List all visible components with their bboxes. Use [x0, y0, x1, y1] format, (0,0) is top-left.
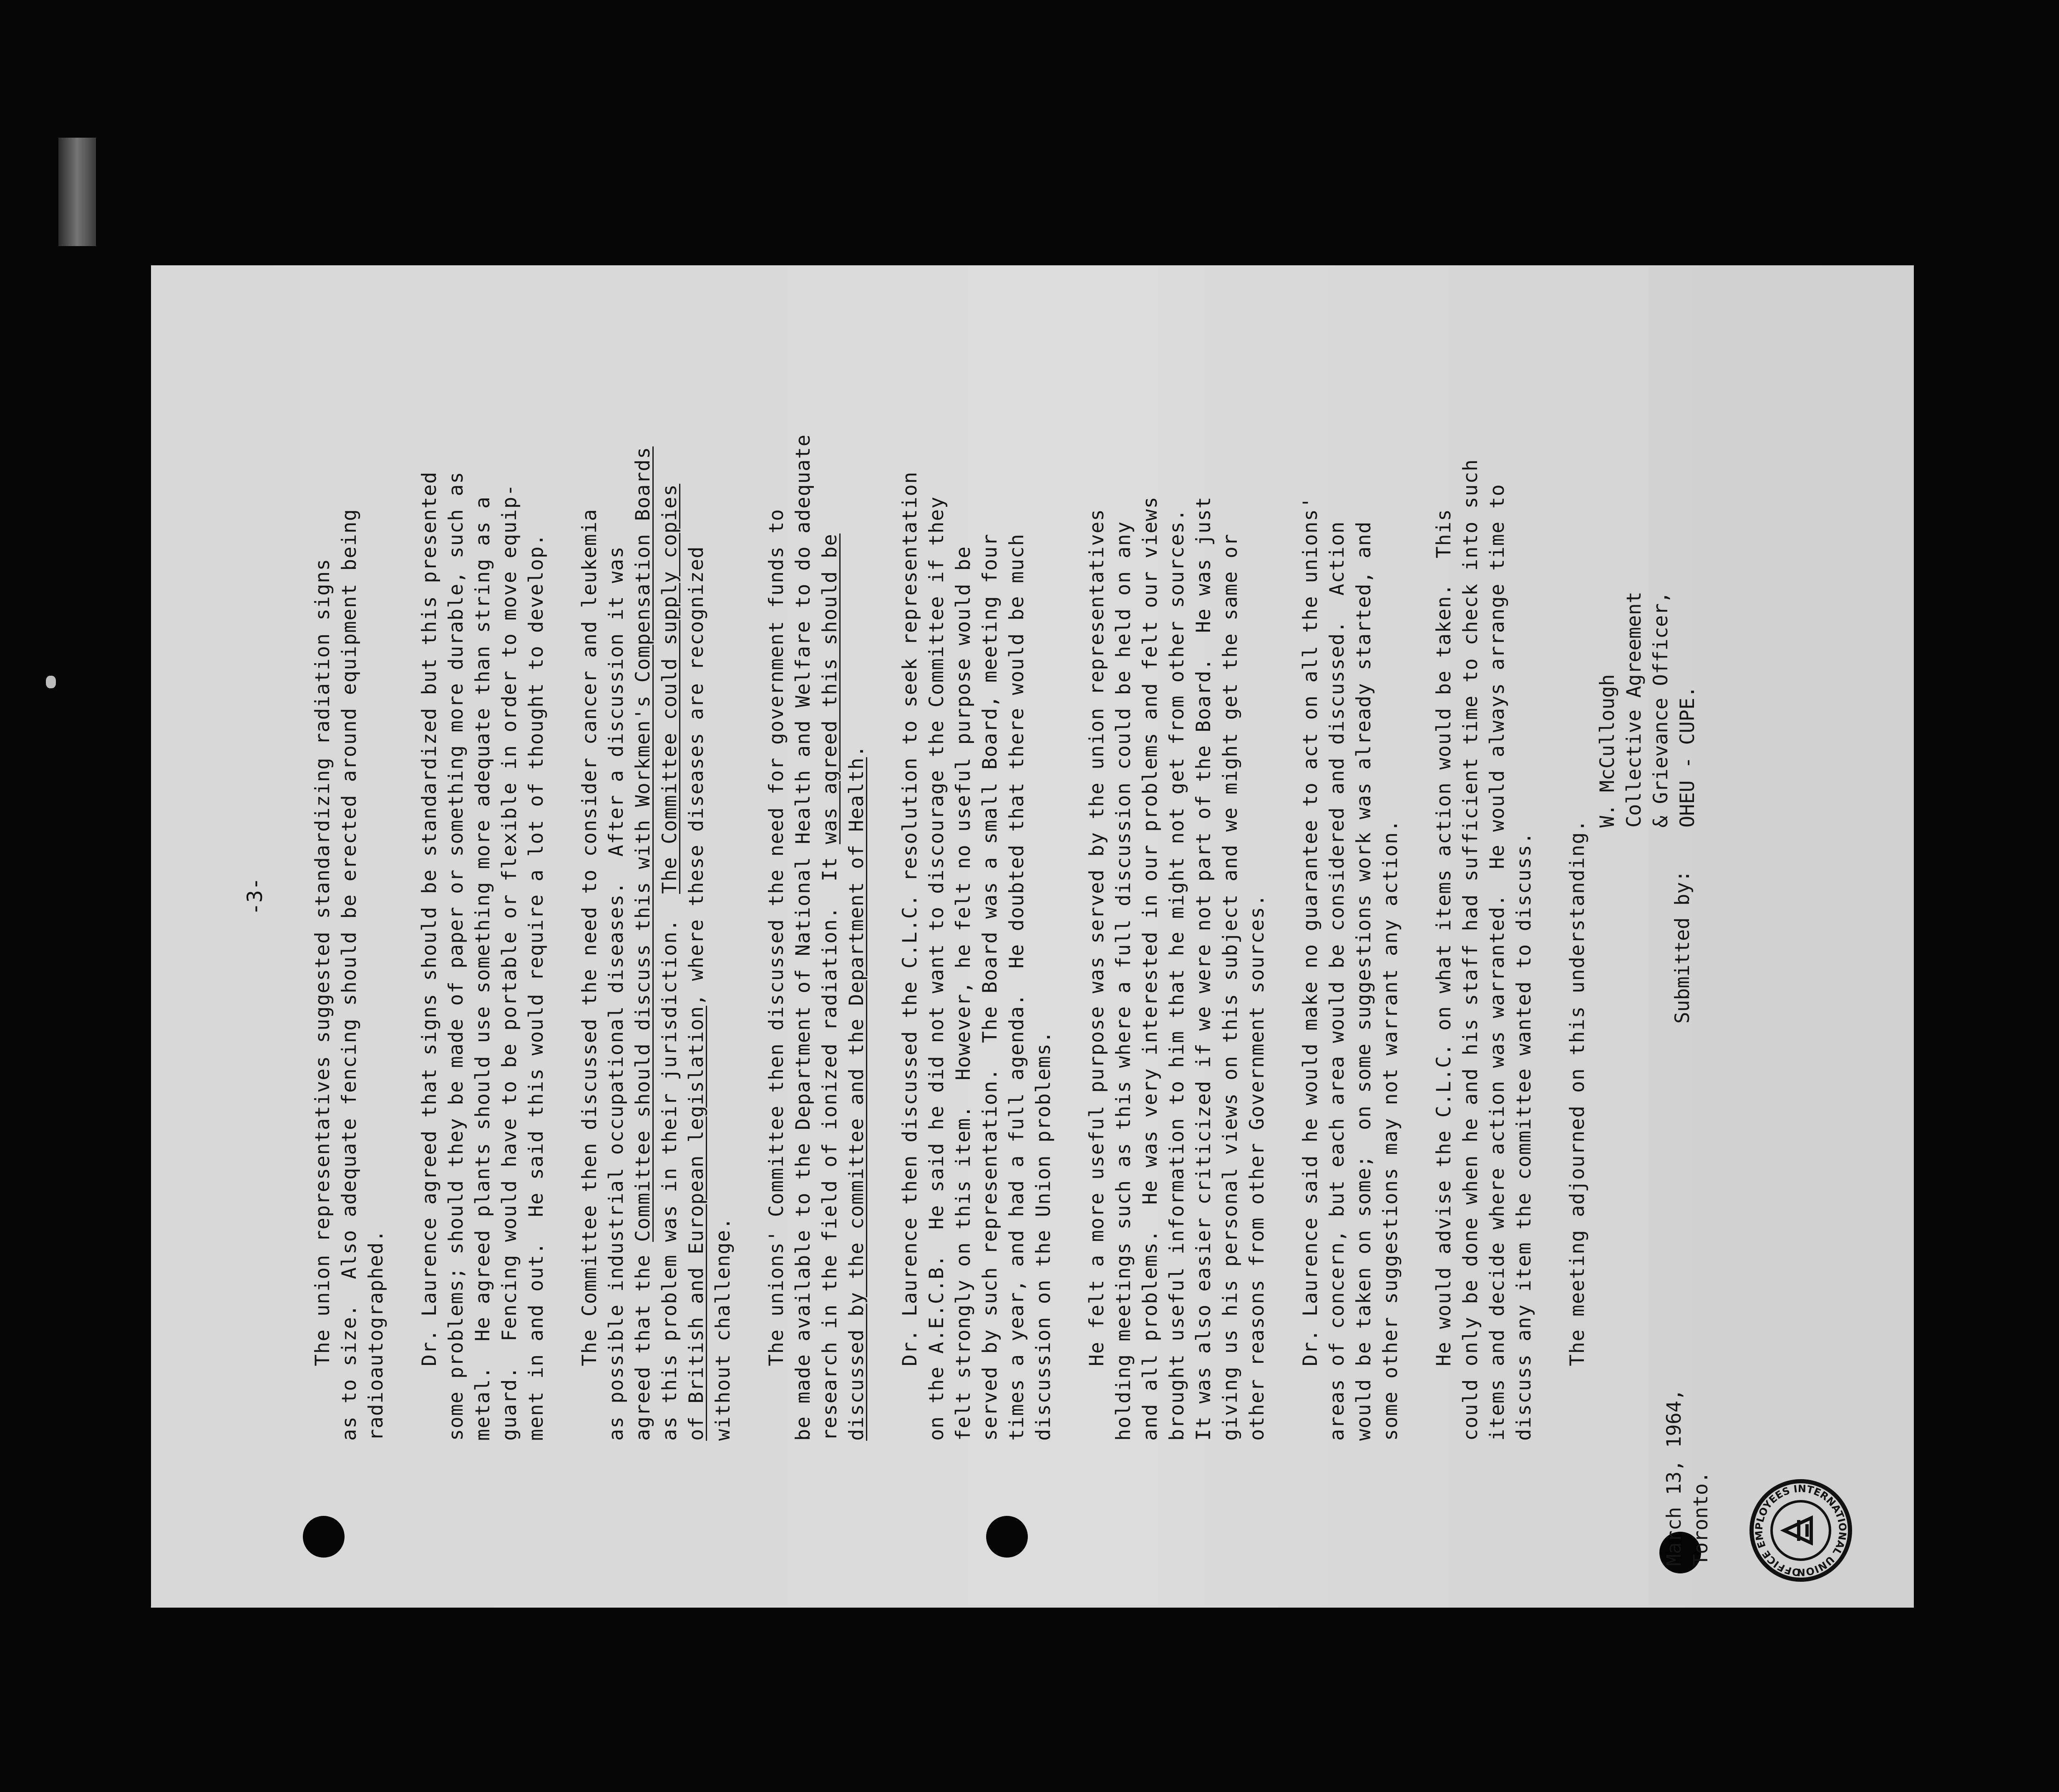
submitted-by-label: Submitted by:: [1671, 870, 1694, 1024]
text-line: other reasons from other Government sources.: [1246, 893, 1269, 1441]
text-line: giving us his personal views on this subject and we might get the same or: [1219, 533, 1242, 1441]
film-edge-mark: [58, 138, 96, 246]
text-line: served by such representation. The Board was a small Board, meeting four: [979, 533, 1002, 1441]
union-seal-stamp: [1749, 1478, 1853, 1583]
text-line: and all problems. He was very interested in our problems and felt our views: [1139, 496, 1162, 1441]
underlined-text: Committee should discuss this with Workmen's Compensation Boards: [632, 446, 654, 1242]
underlined-text: of British and European legislation: [685, 1006, 708, 1441]
text-line: ment in and out. He said this would require a lot of thought to develop.: [525, 533, 548, 1441]
paragraph-adjourned: [1564, 306, 1591, 1441]
document-page: [151, 265, 1914, 1608]
text-line: as to size. Also adequate fencing should be erected around equipment being: [338, 508, 361, 1441]
date: March 13, 1964,: [1663, 1389, 1686, 1566]
text-line: times a year, and had a full agenda. He doubted that there would be much: [1005, 533, 1028, 1441]
page-content-rotated: [151, 265, 1914, 1608]
text-line: The meeting adjourned on this understanding.: [1566, 819, 1589, 1367]
text-line: It was also easier criticized if we were not part of the Board. He was just: [1192, 496, 1215, 1441]
text-line: research in the field of ionized radiation. It was agreed this should be: [818, 533, 841, 1441]
text-line: holding meetings such as this where a full discussion could be held on any: [1112, 521, 1135, 1441]
signatory-title: Collective Agreement: [1623, 591, 1646, 828]
text-line: without challenge.: [712, 1217, 735, 1441]
page-number: -3-: [243, 877, 267, 915]
paragraph-government-funds: [763, 306, 870, 1441]
paragraph-laurence-signs: [416, 306, 550, 1441]
text-line: as possible industrial occupational diseases. After a discussion it was: [605, 546, 628, 1441]
text-line: some other suggestions may not warrant any action.: [1379, 819, 1402, 1441]
paragraph-clc-resolution: [897, 306, 1057, 1441]
text-line: areas of concern, but each area would be considered and discussed. Action: [1326, 521, 1349, 1441]
signatory-details: [1594, 591, 1701, 828]
text-line: brought useful information to him that he might not get from other sources.: [1165, 508, 1188, 1441]
text-line: items and decide where action was warranted. He would always arrange time to: [1486, 483, 1509, 1441]
letter-body: [310, 306, 1618, 1441]
text-line: The union representatives suggested standardizing radiation signs: [311, 558, 334, 1367]
paragraph-useful-purpose: [1084, 306, 1271, 1441]
text-line: metal. He agreed plants should use something more adequate than string as a: [471, 496, 494, 1441]
text-line: discuss any item the committee wanted to discuss.: [1513, 831, 1535, 1441]
underlined-text: discussed by the committee and the Department of Health: [845, 757, 868, 1441]
signatory-title: & Grievance Officer,: [1649, 591, 1672, 828]
text-line: guard. Fencing would have to be portable or flexible in order to move equip-: [498, 483, 521, 1441]
paragraph-radiation-signs: [310, 306, 390, 1441]
text-line: would be taken on some; on some suggestions work was already started, and: [1352, 521, 1375, 1441]
text-line: could only be done when he and his staff had sufficient time to check into such: [1459, 459, 1482, 1441]
text-line: be made available to the Department of National Health and Welfare to do adequate: [792, 434, 815, 1441]
paragraph-no-guarantee: [1297, 306, 1404, 1441]
text-line: agreed that the Committee should discuss this with Workmen's Compensation Boards: [632, 446, 654, 1441]
text-line: as this problem was in their jurisdiction. The Committee could supply copies: [658, 483, 681, 1441]
underlined-text: was agreed this should be: [818, 533, 841, 844]
text-line: Dr. Laurence then discussed the C.L.C. resolution to seek representation: [899, 471, 921, 1367]
text-line: The Committee then discussed the need to consider cancer and leukemia: [578, 508, 601, 1367]
text-line: discussion on the Union problems.: [1032, 1030, 1055, 1441]
stamp-text: OFFICE EMPLOYEES INTERNATIONAL UNION: [1753, 1482, 1849, 1578]
text-line: Dr. Laurence said he would make no guarantee to act on all the unions': [1299, 496, 1322, 1367]
text-line: Dr. Laurence agreed that signs should be standardized but this presented: [418, 471, 441, 1367]
place: Toronto.: [1689, 1471, 1712, 1566]
text-line: The unions' Committee then discussed the need for government funds to: [765, 508, 788, 1367]
svg-text:OFFICE EMPLOYEES INTERNATIONAL: [1753, 1483, 1848, 1578]
text-line: of British and European legislation, where these diseases are recognized: [685, 546, 708, 1441]
text-line: discussed by the committee and the Department of Health.: [845, 745, 868, 1441]
text-line: He would advise the C.L.C. on what items action would be taken. This: [1432, 508, 1455, 1367]
text-line: radioautographed.: [365, 1229, 388, 1441]
film-speck: [46, 676, 56, 688]
paragraph-advise-clc: [1431, 306, 1538, 1441]
underlined-text: The Committee could supply copies: [658, 483, 681, 894]
signatory-name: W. McCullough: [1596, 674, 1619, 828]
paragraph-cancer-leukemia: [576, 306, 737, 1441]
text-line: felt strongly on this item. However, he felt no useful purpose would be: [952, 546, 975, 1441]
signatory-union: OHEU - CUPE.: [1676, 686, 1699, 828]
text-line: He felt a more useful purpose was served by the union representatives: [1085, 508, 1108, 1367]
text-line: on the A.E.C.B. He said he did not want to discourage the Committee if they: [925, 496, 948, 1441]
text-line: some problems; should they be made of paper or something more durable, such as: [445, 471, 468, 1441]
date-place: [1661, 1389, 1714, 1566]
